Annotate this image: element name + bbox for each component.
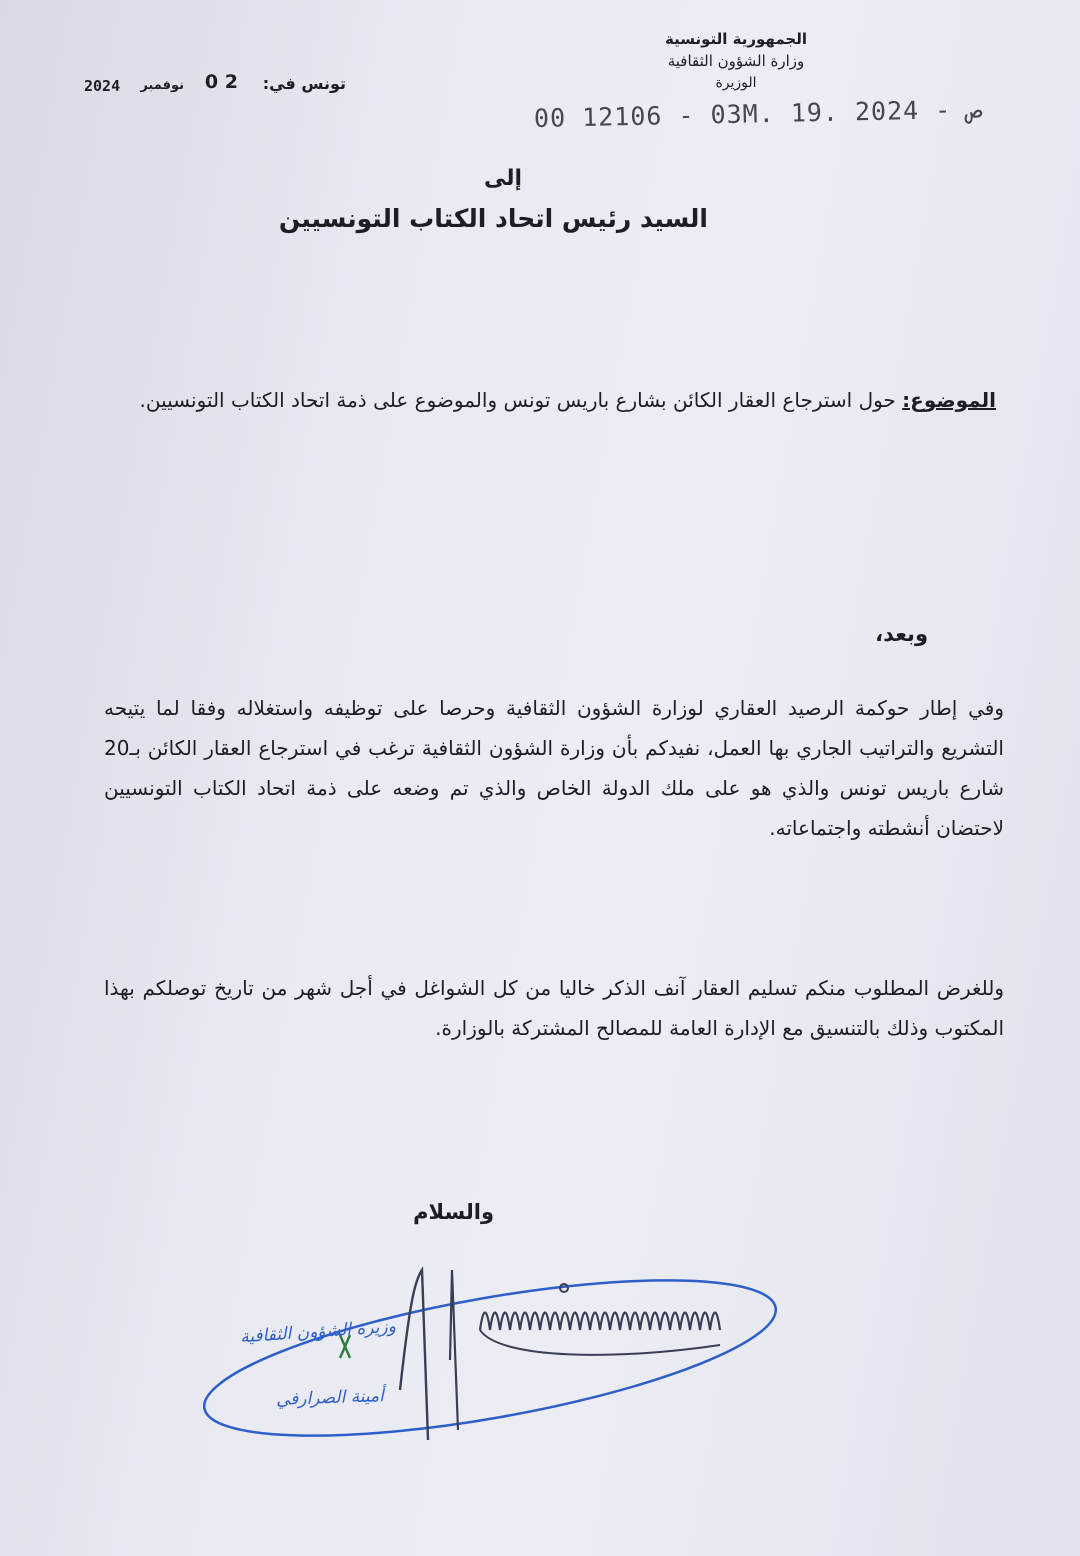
closing: والسلام: [413, 1200, 494, 1224]
date-line: [84, 68, 346, 104]
letterhead-ministry: وزارة الشؤون الثقافية: [667, 52, 805, 70]
letterhead-republic: الجمهورية التونسية: [665, 30, 807, 48]
date-year: 2024: [84, 77, 121, 95]
greeting: وبعد،: [875, 622, 928, 646]
addressee: السيد رئيس اتحاد الكتاب التونسيين: [278, 204, 708, 233]
letterhead-minister: الوزيرة: [715, 75, 757, 91]
subject-line: [96, 380, 996, 420]
signature-icon: [200, 1240, 800, 1460]
to-label: إلى: [483, 166, 522, 191]
body-paragraph-2: وللغرض المطلوب منكم تسليم العقار آنف الذكر خاليا من كل الشواغل في أجل شهر من تاريخ توصلكم بهذا المكتوب وذلك بالتنسيق مع الإدارة العامة للمصالح المشتركة بالوزارة.: [104, 976, 1004, 1040]
date-month: نوفمبر: [140, 78, 184, 93]
body-paragraph-1: وفي إطار حوكمة الرصيد العقاري لوزارة الشؤون الثقافية وحرصا على توظيفه واستغلاله وفقا لما يتيحه التشريع والتراتيب الجاري بها العمل، نفيدكم بأن وزارة الشؤون الثقافية ترغب في استرجاع العقار الكائن بـ20 شارع باريس تونس والذي هو على ملك الدولة الخاص والذي تم وضعه على ذمة اتحاد الكتاب التونسيين لاحتضان أنشطته واجتماعاته.: [104, 696, 1004, 840]
date-day: 2 0: [204, 71, 238, 93]
subject-label: الموضوع:: [902, 388, 996, 412]
date-label: تونس في:: [262, 74, 346, 93]
reference-number: 00 12106 - 03M. 19. 2024 - ص: [533, 94, 983, 133]
letterhead: [606, 28, 866, 94]
stamp-name: أمينة الصرارفي: [275, 1386, 385, 1410]
subject-text: حول استرجاع العقار الكائن بشارع باريس تونس والموضوع على ذمة اتحاد الكتاب التونسيين.: [139, 388, 896, 412]
stamp-title: وزيرة الشؤون الثقافية: [239, 1316, 397, 1348]
